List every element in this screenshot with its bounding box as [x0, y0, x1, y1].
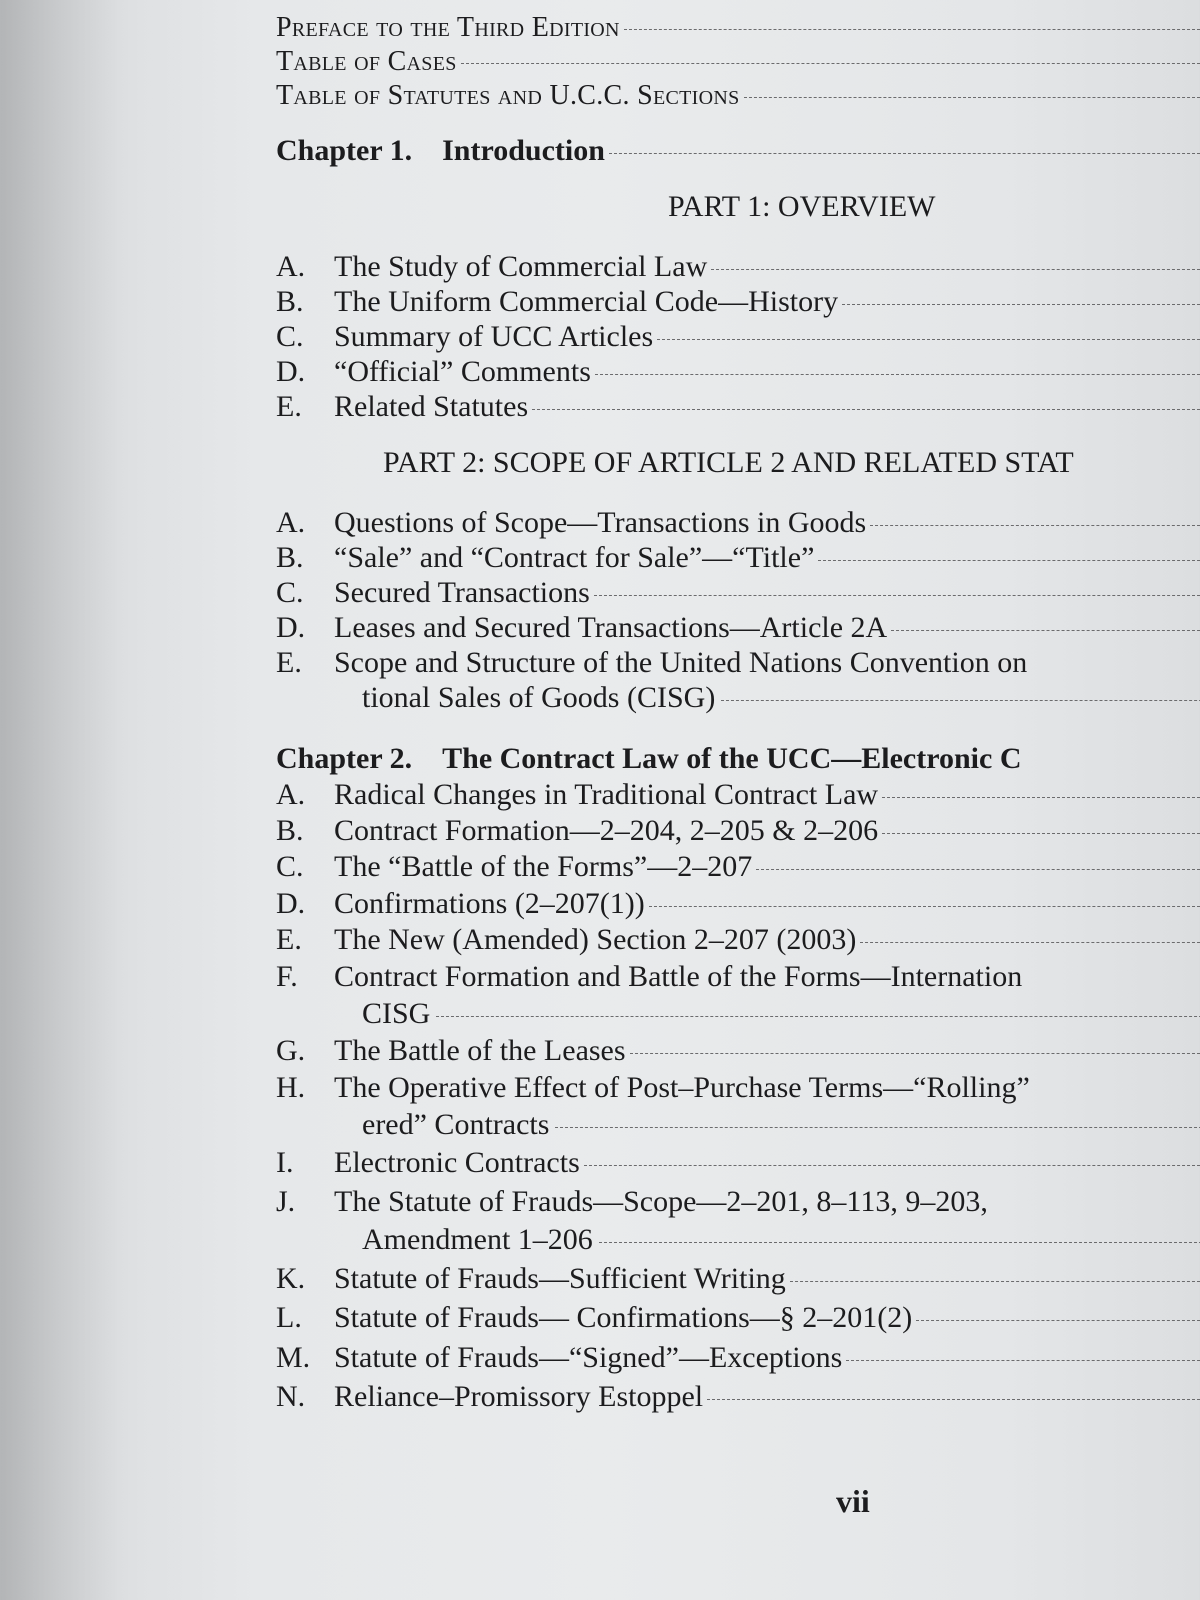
toc-entry: D. “Official” Comments	[276, 355, 1200, 389]
toc-entry-continuation: Amendment 1–206	[362, 1223, 1200, 1257]
leader-dots	[916, 1320, 1200, 1321]
toc-entry: N. Reliance–Promissory Estoppel	[276, 1380, 1200, 1414]
toc-preface-label: Preface to the Third Edition	[276, 12, 620, 43]
leader-dots	[846, 1360, 1200, 1361]
leader-dots	[707, 1399, 1200, 1400]
toc-entry: E. The New (Amended) Section 2–207 (2003)	[276, 923, 1200, 957]
toc-entry: B. “Sale” and “Contract for Sale”—“Title”	[276, 541, 1200, 575]
part-1-heading: PART 1: OVERVIEW	[668, 190, 936, 223]
toc-entry: H. The Operative Effect of Post–Purchase Terms—“Rolling”	[276, 1071, 1030, 1104]
chapter-number: Chapter 1.	[276, 134, 413, 167]
leader-dots	[594, 595, 1200, 596]
toc-entry: C. The “Battle of the Forms”—2–207	[276, 850, 1200, 884]
leader-dots	[461, 63, 1200, 64]
toc-entry: D. Leases and Secured Transactions—Article 2A	[276, 611, 1200, 645]
toc-table-of-statutes	[276, 80, 1200, 112]
toc-entry: M. Statute of Frauds—“Signed”—Exceptions	[276, 1341, 1200, 1375]
toc-chapter-1	[276, 134, 1200, 168]
toc-entry-continuation: tional Sales of Goods (CISG)	[362, 681, 1200, 715]
leader-dots	[818, 560, 1200, 561]
leader-dots	[891, 630, 1200, 631]
chapter-number: Chapter 2.	[276, 742, 413, 775]
leader-dots	[711, 269, 1200, 270]
book-spine-shadow	[0, 0, 120, 1600]
toc-entry: E. Scope and Structure of the United Nations Convention on	[276, 646, 1028, 679]
toc-entry: J. The Statute of Frauds—Scope—2–201, 8–113, 9–203,	[276, 1185, 988, 1218]
toc-entry: B. Contract Formation—2–204, 2–205 & 2–206	[276, 814, 1200, 848]
toc-entry-continuation: CISG	[362, 997, 1200, 1031]
part-2-heading: PART 2: SCOPE OF ARTICLE 2 AND RELATED STAT	[383, 446, 1074, 479]
toc-table-of-cases	[276, 46, 1200, 78]
toc-entry: F. Contract Formation and Battle of the Forms—Internation	[276, 960, 1023, 993]
leader-dots	[860, 942, 1200, 943]
leader-dots	[870, 525, 1200, 526]
leader-dots	[882, 833, 1200, 834]
leader-dots	[657, 339, 1200, 340]
toc-chapter-2	[276, 742, 1200, 776]
toc-entry: A. The Study of Commercial Law	[276, 250, 1200, 284]
chapter-title: Introduction	[442, 134, 605, 167]
toc-entry: A. Questions of Scope—Transactions in Goods	[276, 506, 1200, 540]
leader-dots	[744, 97, 1200, 98]
leader-dots	[842, 304, 1200, 305]
toc-entry: D. Confirmations (2–207(1))	[276, 887, 1200, 921]
leader-dots	[624, 29, 1200, 30]
chapter-title: The Contract Law of the UCC—Electronic C	[442, 742, 1022, 775]
toc-entry: A. Radical Changes in Traditional Contract Law	[276, 778, 1200, 812]
leader-dots	[790, 1281, 1200, 1282]
toc-entry: K. Statute of Frauds—Sufficient Writing	[276, 1262, 1200, 1296]
toc-preface	[276, 12, 1200, 44]
toc-entry: C. Summary of UCC Articles	[276, 320, 1200, 354]
leader-dots	[584, 1165, 1200, 1166]
leader-dots	[599, 1242, 1200, 1243]
leader-dots	[721, 700, 1200, 701]
leader-dots	[609, 153, 1200, 154]
page-number: vii	[836, 1483, 870, 1519]
leader-dots	[436, 1016, 1200, 1017]
leader-dots	[555, 1127, 1200, 1128]
leader-dots	[630, 1053, 1200, 1054]
leader-dots	[532, 409, 1200, 410]
leader-dots	[649, 906, 1200, 907]
toc-entry: I. Electronic Contracts	[276, 1146, 1200, 1180]
leader-dots	[595, 374, 1200, 375]
toc-entry: E. Related Statutes	[276, 390, 1200, 424]
toc-entry: C. Secured Transactions	[276, 576, 1200, 610]
leader-dots	[882, 797, 1200, 798]
toc-table-of-statutes-label: Table of Statutes and U.C.C. Sections	[276, 80, 740, 111]
toc-entry: L. Statute of Frauds— Confirmations—§ 2–201(2)	[276, 1301, 1200, 1335]
toc-entry-continuation: ered” Contracts	[362, 1108, 1200, 1142]
toc-page	[276, 0, 1200, 1600]
toc-entry: G. The Battle of the Leases	[276, 1034, 1200, 1068]
leader-dots	[756, 869, 1200, 870]
toc-table-of-cases-label: Table of Cases	[276, 46, 457, 77]
toc-entry: B. The Uniform Commercial Code—History	[276, 285, 1200, 319]
